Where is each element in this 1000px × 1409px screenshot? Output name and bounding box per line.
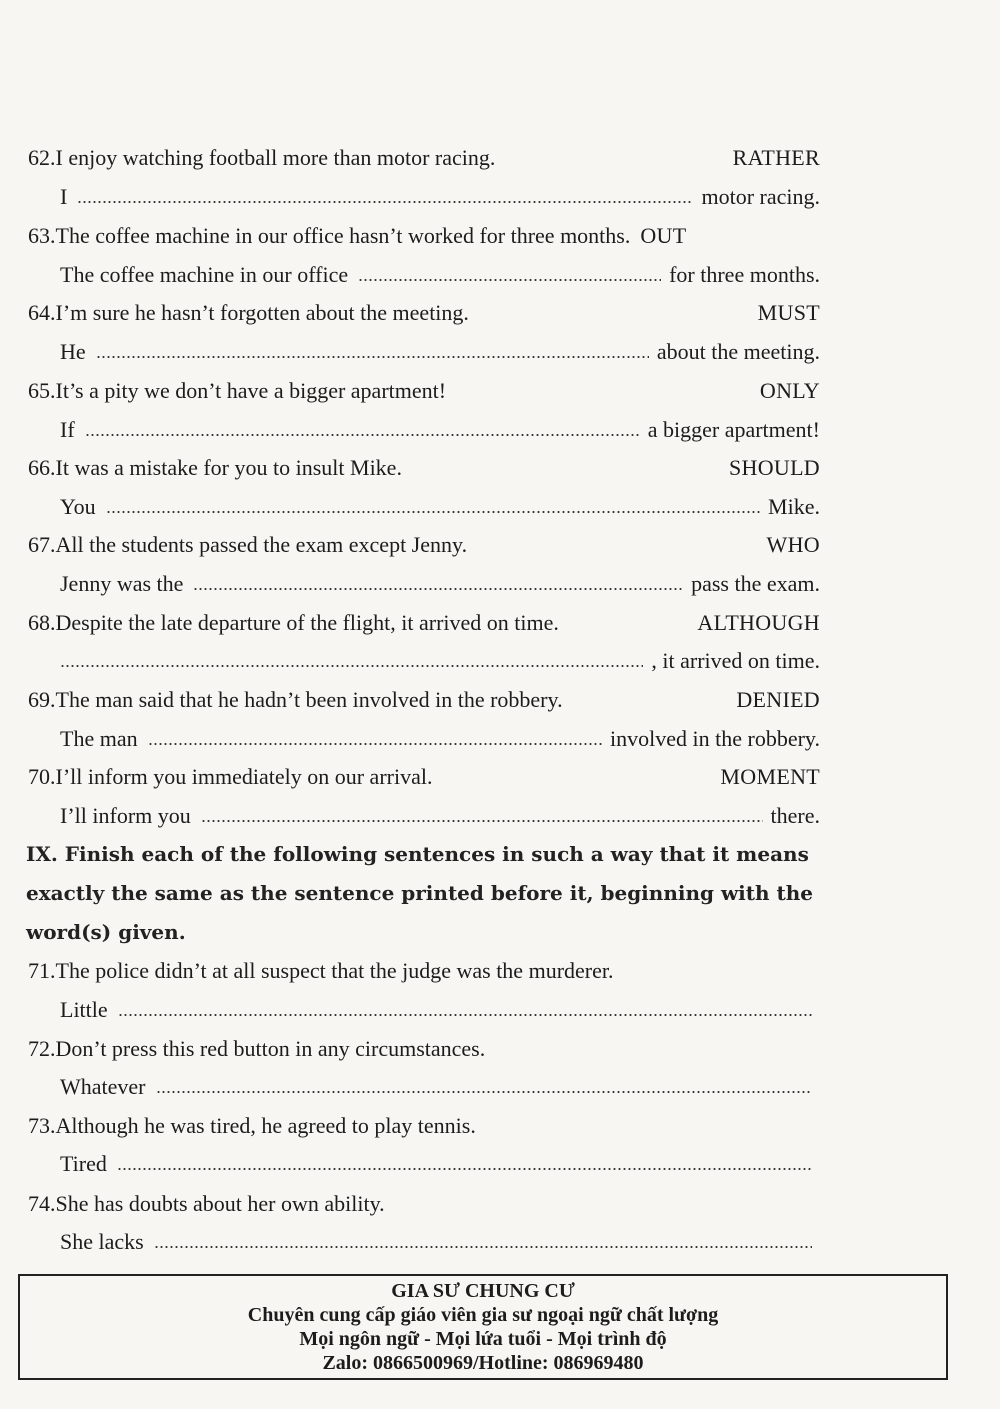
answer-blank[interactable] [77,200,693,204]
question-number: 67. [28,532,56,557]
answer-tail: a bigger apartment! [647,417,820,442]
answer-tail: motor racing. [701,184,820,209]
question-keyword: WHO [766,532,820,557]
question-number: 68. [28,610,56,635]
answer-line-74 [60,1227,812,1257]
answer-blank[interactable] [154,1245,812,1249]
question-62 [28,143,820,173]
section-ix-heading-line-3: word(s) given. [26,920,186,944]
answer-tail: Mike. [768,494,820,519]
answer-blank[interactable] [117,1167,812,1171]
answer-lead: The coffee machine in our office [60,262,349,287]
question-stem: I’ll inform you immediately on our arrival. [55,764,433,789]
question-keyword: ONLY [759,378,820,403]
question-number: 71. [28,958,56,983]
question-stem: She has doubts about her own ability. [55,1191,385,1216]
answer-tail: there. [770,803,820,828]
answer-tail: for three months. [669,262,820,287]
question-stem: I enjoy watching football more than motor racing. [55,145,496,170]
question-stem: Despite the late departure of the flight, it arrived on time. [55,610,559,635]
question-stem: It’s a pity we don’t have a bigger apartment! [55,378,447,403]
section-ix-heading [26,835,826,952]
section-ix-heading-line-2: exactly the same as the sentence printed before it, beginning with the [26,881,814,905]
question-number: 62. [28,145,56,170]
question-69 [28,685,820,715]
answer-line-73 [60,1149,812,1179]
question-number: 69. [28,687,56,712]
question-stem: Don’t press this red button in any circumstances. [55,1036,486,1061]
answer-blank[interactable] [96,355,649,359]
question-63 [28,221,820,251]
question-number: 66. [28,455,56,480]
answer-blank[interactable] [60,664,643,668]
question-68 [28,608,820,638]
question-stem: The man said that he hadn’t been involved in the robbery. [55,687,563,712]
question-number: 74. [28,1191,56,1216]
question-stem: The police didn’t at all suspect that the judge was the murderer. [55,958,614,983]
question-keyword: OUT [640,223,687,248]
answer-blank[interactable] [201,819,763,823]
answer-line-62 [60,182,820,212]
footer-line-2: Chuyên cung cấp giáo viên gia sư ngoại ngữ chất lượng [247,1304,719,1326]
question-73 [28,1111,820,1141]
answer-line-67 [60,569,820,599]
answer-line-65 [60,415,820,445]
question-70 [28,762,820,792]
answer-blank[interactable] [148,742,602,746]
footer-advertisement-box [18,1274,948,1380]
answer-blank[interactable] [85,433,640,437]
question-number: 63. [28,223,56,248]
question-67 [28,530,820,560]
section-ix-heading-line-1: IX. Finish each of the following sentences in such a way that it means [26,842,809,866]
answer-line-68 [60,646,820,676]
question-keyword: MOMENT [720,764,820,789]
question-keyword: MUST [757,300,820,325]
question-keyword: DENIED [736,687,820,712]
question-keyword: RATHER [732,145,820,170]
answer-lead: Jenny was the [60,571,184,596]
answer-blank[interactable] [358,278,661,282]
question-stem: Although he was tired, he agreed to play tennis. [55,1113,476,1138]
answer-line-69 [60,724,820,754]
question-74 [28,1189,820,1219]
answer-lead: He [60,339,86,364]
question-keyword: SHOULD [728,455,820,480]
answer-tail: about the meeting. [656,339,820,364]
answer-lead: Little [60,997,108,1022]
answer-lead: You [60,494,96,519]
answer-tail: pass the exam. [691,571,820,596]
answer-line-71 [60,995,812,1025]
question-66 [28,453,820,483]
answer-blank[interactable] [156,1090,813,1094]
footer-line-4: Zalo: 0866500969/Hotline: 086969480 [322,1352,644,1374]
question-65 [28,376,820,406]
answer-line-64 [60,337,820,367]
question-number: 72. [28,1036,56,1061]
question-number: 64. [28,300,56,325]
question-64 [28,298,820,328]
answer-tail: involved in the robbery. [610,726,820,751]
answer-blank[interactable] [106,510,760,514]
answer-lead: The man [60,726,138,751]
question-number: 70. [28,764,56,789]
answer-line-72 [60,1072,812,1102]
question-71 [28,956,820,986]
question-stem: I’m sure he hasn’t forgotten about the meeting. [55,300,469,325]
answer-tail: , it arrived on time. [651,648,820,673]
answer-lead: She lacks [60,1229,144,1254]
answer-lead: If [60,417,75,442]
answer-blank[interactable] [193,587,683,591]
answer-line-70 [60,801,820,831]
footer-line-3: Mọi ngôn ngữ - Mọi lứa tuổi - Mọi trình độ [299,1328,667,1350]
footer-line-1: GIA SƯ CHUNG CƯ [391,1280,575,1302]
question-number: 73. [28,1113,56,1138]
answer-line-66 [60,492,820,522]
question-72 [28,1034,820,1064]
answer-lead: Whatever [60,1074,146,1099]
question-keyword: ALTHOUGH [697,610,820,635]
answer-lead: Tired [60,1151,107,1176]
answer-blank[interactable] [118,1013,812,1017]
question-number: 65. [28,378,56,403]
answer-lead: I’ll inform you [60,803,191,828]
answer-lead: I [60,184,68,209]
question-stem: It was a mistake for you to insult Mike. [55,455,402,480]
answer-line-63 [60,260,820,290]
question-stem: All the students passed the exam except Jenny. [55,532,468,557]
question-stem: The coffee machine in our office hasn’t worked for three months. [55,223,631,248]
